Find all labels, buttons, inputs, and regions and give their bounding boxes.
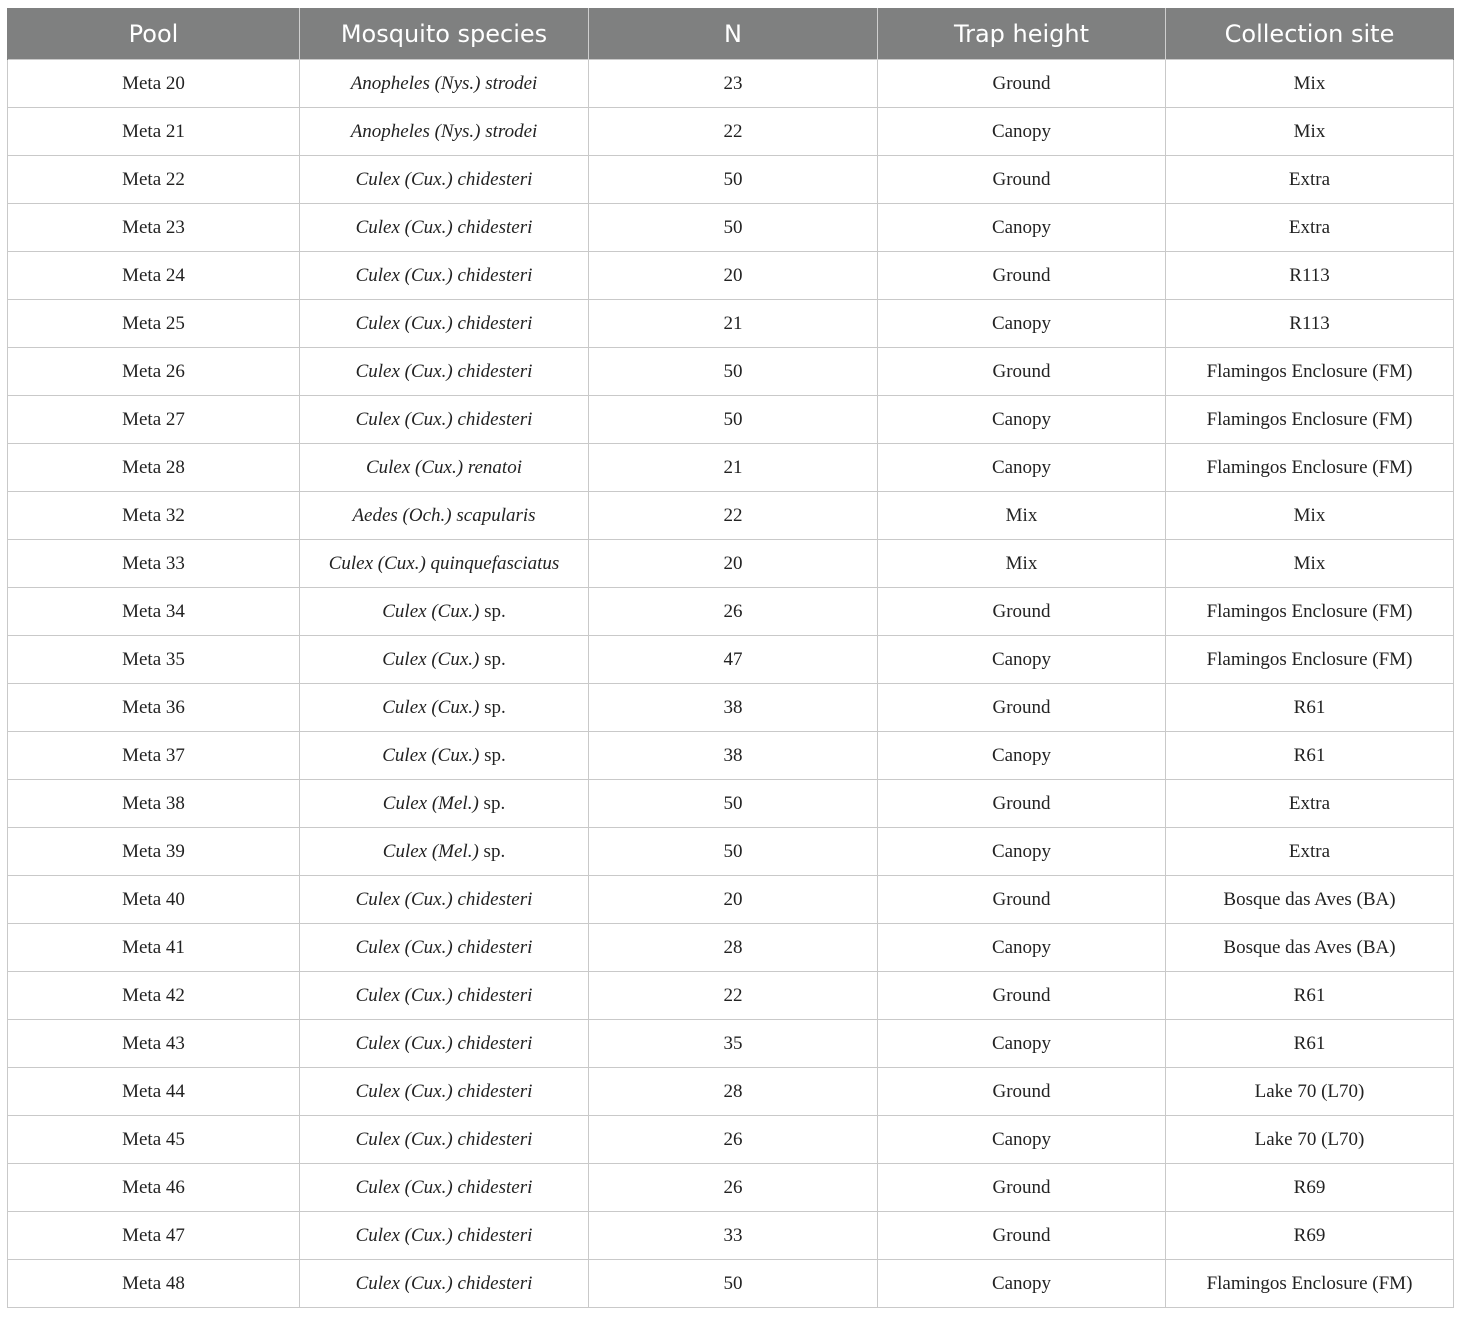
species-name-italic: Culex (Cux.) chidesteri xyxy=(355,1272,533,1294)
cell-mosquito-species xyxy=(300,1212,589,1260)
cell-trap-height: Mix xyxy=(878,492,1166,540)
cell-n: 22 xyxy=(589,492,878,540)
cell-mosquito-species xyxy=(300,636,589,684)
cell-collection-site: Bosque das Aves (BA) xyxy=(1166,924,1454,972)
cell-pool: Meta 34 xyxy=(8,588,300,636)
cell-collection-site: Flamingos Enclosure (FM) xyxy=(1166,396,1454,444)
cell-pool: Meta 43 xyxy=(8,1020,300,1068)
cell-n: 50 xyxy=(589,828,878,876)
cell-n: 22 xyxy=(589,108,878,156)
cell-collection-site: Extra xyxy=(1166,204,1454,252)
cell-trap-height: Canopy xyxy=(878,204,1166,252)
cell-collection-site: Flamingos Enclosure (FM) xyxy=(1166,444,1454,492)
table-row xyxy=(8,444,1454,492)
cell-mosquito-species xyxy=(300,252,589,300)
cell-mosquito-species xyxy=(300,108,589,156)
cell-mosquito-species xyxy=(300,732,589,780)
table-row xyxy=(8,252,1454,300)
header-trap-height: Trap height xyxy=(878,8,1166,60)
species-name-italic: Culex (Cux.) chidesteri xyxy=(355,1176,533,1198)
cell-n: 20 xyxy=(589,540,878,588)
cell-n: 50 xyxy=(589,348,878,396)
cell-collection-site: Extra xyxy=(1166,780,1454,828)
species-name-suffix: sp. xyxy=(479,648,506,670)
cell-pool: Meta 23 xyxy=(8,204,300,252)
cell-pool: Meta 28 xyxy=(8,444,300,492)
cell-n: 20 xyxy=(589,252,878,300)
species-name-italic: Culex (Cux.) xyxy=(382,648,480,670)
cell-mosquito-species xyxy=(300,204,589,252)
cell-trap-height: Ground xyxy=(878,684,1166,732)
cell-n: 50 xyxy=(589,156,878,204)
species-name-suffix: sp. xyxy=(479,744,506,766)
species-name-italic: Culex (Cux.) xyxy=(382,600,480,622)
cell-pool: Meta 21 xyxy=(8,108,300,156)
cell-pool: Meta 33 xyxy=(8,540,300,588)
cell-pool: Meta 41 xyxy=(8,924,300,972)
cell-mosquito-species xyxy=(300,924,589,972)
table-row xyxy=(8,732,1454,780)
cell-collection-site: Lake 70 (L70) xyxy=(1166,1116,1454,1164)
mosquito-pools-table xyxy=(7,8,1454,1308)
cell-mosquito-species xyxy=(300,1116,589,1164)
table-row xyxy=(8,348,1454,396)
table-row xyxy=(8,636,1454,684)
cell-mosquito-species xyxy=(300,780,589,828)
cell-n: 50 xyxy=(589,204,878,252)
cell-collection-site: R61 xyxy=(1166,1020,1454,1068)
cell-collection-site: Flamingos Enclosure (FM) xyxy=(1166,636,1454,684)
cell-trap-height: Canopy xyxy=(878,108,1166,156)
cell-pool: Meta 44 xyxy=(8,1068,300,1116)
cell-collection-site: Mix xyxy=(1166,60,1454,108)
cell-trap-height: Ground xyxy=(878,1212,1166,1260)
cell-n: 50 xyxy=(589,396,878,444)
cell-mosquito-species xyxy=(300,300,589,348)
cell-mosquito-species xyxy=(300,1260,589,1308)
species-name-italic: Culex (Cux.) chidesteri xyxy=(355,216,533,238)
cell-collection-site: Flamingos Enclosure (FM) xyxy=(1166,1260,1454,1308)
cell-trap-height: Canopy xyxy=(878,1116,1166,1164)
species-name-italic: Culex (Cux.) chidesteri xyxy=(355,264,533,286)
cell-pool: Meta 32 xyxy=(8,492,300,540)
species-name-italic: Culex (Cux.) chidesteri xyxy=(355,1128,533,1150)
cell-mosquito-species xyxy=(300,1164,589,1212)
table-row xyxy=(8,924,1454,972)
cell-mosquito-species xyxy=(300,444,589,492)
cell-n: 28 xyxy=(589,924,878,972)
cell-trap-height: Ground xyxy=(878,972,1166,1020)
species-name-italic: Culex (Cux.) chidesteri xyxy=(355,408,533,430)
species-name-italic: Culex (Cux.) chidesteri xyxy=(355,1224,533,1246)
table-row xyxy=(8,684,1454,732)
cell-n: 38 xyxy=(589,684,878,732)
table-body xyxy=(8,60,1454,1308)
table-row xyxy=(8,108,1454,156)
cell-trap-height: Ground xyxy=(878,60,1166,108)
cell-collection-site: Flamingos Enclosure (FM) xyxy=(1166,588,1454,636)
cell-collection-site: R69 xyxy=(1166,1212,1454,1260)
species-name-italic: Anopheles (Nys.) strodei xyxy=(350,120,538,142)
cell-trap-height: Ground xyxy=(878,348,1166,396)
cell-pool: Meta 45 xyxy=(8,1116,300,1164)
species-name-suffix: sp. xyxy=(479,600,506,622)
table-row xyxy=(8,60,1454,108)
cell-n: 38 xyxy=(589,732,878,780)
species-name-italic: Culex (Cux.) chidesteri xyxy=(355,936,533,958)
header-mosquito-species: Mosquito species xyxy=(300,8,589,60)
cell-n: 20 xyxy=(589,876,878,924)
cell-collection-site: Mix xyxy=(1166,492,1454,540)
cell-trap-height: Canopy xyxy=(878,444,1166,492)
cell-trap-height: Canopy xyxy=(878,300,1166,348)
cell-n: 26 xyxy=(589,588,878,636)
cell-n: 23 xyxy=(589,60,878,108)
table-row xyxy=(8,492,1454,540)
species-name-italic: Culex (Cux.) chidesteri xyxy=(355,1032,533,1054)
cell-pool: Meta 26 xyxy=(8,348,300,396)
header-n: N xyxy=(589,8,878,60)
cell-mosquito-species xyxy=(300,540,589,588)
cell-pool: Meta 22 xyxy=(8,156,300,204)
species-name-suffix: sp. xyxy=(478,840,506,862)
cell-collection-site: Mix xyxy=(1166,108,1454,156)
cell-n: 50 xyxy=(589,780,878,828)
table-row xyxy=(8,1020,1454,1068)
species-name-italic: Culex (Cux.) xyxy=(382,744,480,766)
cell-pool: Meta 27 xyxy=(8,396,300,444)
cell-trap-height: Canopy xyxy=(878,1260,1166,1308)
cell-n: 33 xyxy=(589,1212,878,1260)
table-row xyxy=(8,972,1454,1020)
table-row xyxy=(8,300,1454,348)
cell-n: 21 xyxy=(589,300,878,348)
species-name-suffix: sp. xyxy=(478,792,506,814)
table-row xyxy=(8,396,1454,444)
cell-pool: Meta 25 xyxy=(8,300,300,348)
cell-mosquito-species xyxy=(300,1068,589,1116)
header-pool: Pool xyxy=(8,8,300,60)
cell-n: 26 xyxy=(589,1116,878,1164)
table-row xyxy=(8,876,1454,924)
table-row xyxy=(8,204,1454,252)
cell-collection-site: R61 xyxy=(1166,684,1454,732)
cell-mosquito-species xyxy=(300,972,589,1020)
species-name-italic: Aedes (Och.) scapularis xyxy=(352,504,536,526)
cell-n: 22 xyxy=(589,972,878,1020)
cell-collection-site: Mix xyxy=(1166,540,1454,588)
cell-pool: Meta 42 xyxy=(8,972,300,1020)
cell-collection-site: R113 xyxy=(1166,300,1454,348)
cell-collection-site: R69 xyxy=(1166,1164,1454,1212)
cell-trap-height: Canopy xyxy=(878,732,1166,780)
cell-trap-height: Ground xyxy=(878,588,1166,636)
species-name-italic: Culex (Cux.) renatoi xyxy=(365,456,522,478)
cell-pool: Meta 37 xyxy=(8,732,300,780)
species-name-italic: Culex (Cux.) chidesteri xyxy=(355,984,533,1006)
species-name-italic: Culex (Cux.) chidesteri xyxy=(355,312,533,334)
species-name-italic: Culex (Cux.) chidesteri xyxy=(355,1080,533,1102)
cell-trap-height: Canopy xyxy=(878,636,1166,684)
cell-collection-site: R61 xyxy=(1166,732,1454,780)
table-row xyxy=(8,1260,1454,1308)
cell-mosquito-species xyxy=(300,828,589,876)
species-name-italic: Culex (Cux.) chidesteri xyxy=(355,888,533,910)
species-name-italic: Culex (Cux.) quinquefasciatus xyxy=(328,552,560,574)
cell-mosquito-species xyxy=(300,156,589,204)
cell-mosquito-species xyxy=(300,60,589,108)
table-row xyxy=(8,1068,1454,1116)
cell-trap-height: Canopy xyxy=(878,396,1166,444)
cell-mosquito-species xyxy=(300,684,589,732)
species-name-italic: Culex (Cux.) chidesteri xyxy=(355,168,533,190)
cell-n: 26 xyxy=(589,1164,878,1212)
cell-pool: Meta 35 xyxy=(8,636,300,684)
cell-collection-site: Bosque das Aves (BA) xyxy=(1166,876,1454,924)
cell-pool: Meta 36 xyxy=(8,684,300,732)
cell-collection-site: Extra xyxy=(1166,156,1454,204)
cell-pool: Meta 46 xyxy=(8,1164,300,1212)
cell-n: 50 xyxy=(589,1260,878,1308)
cell-pool: Meta 39 xyxy=(8,828,300,876)
table-row xyxy=(8,780,1454,828)
cell-pool: Meta 48 xyxy=(8,1260,300,1308)
cell-collection-site: R113 xyxy=(1166,252,1454,300)
cell-pool: Meta 24 xyxy=(8,252,300,300)
cell-n: 21 xyxy=(589,444,878,492)
cell-pool: Meta 40 xyxy=(8,876,300,924)
cell-pool: Meta 47 xyxy=(8,1212,300,1260)
species-name-suffix: sp. xyxy=(479,696,506,718)
cell-collection-site: R61 xyxy=(1166,972,1454,1020)
table-row xyxy=(8,1164,1454,1212)
cell-mosquito-species xyxy=(300,876,589,924)
cell-trap-height: Ground xyxy=(878,1164,1166,1212)
header-row xyxy=(8,8,1454,60)
table-row xyxy=(8,588,1454,636)
cell-trap-height: Canopy xyxy=(878,924,1166,972)
cell-trap-height: Canopy xyxy=(878,828,1166,876)
cell-trap-height: Mix xyxy=(878,540,1166,588)
cell-trap-height: Ground xyxy=(878,156,1166,204)
cell-trap-height: Ground xyxy=(878,780,1166,828)
cell-mosquito-species xyxy=(300,1020,589,1068)
cell-collection-site: Flamingos Enclosure (FM) xyxy=(1166,348,1454,396)
header-collection-site: Collection site xyxy=(1166,8,1454,60)
cell-n: 28 xyxy=(589,1068,878,1116)
cell-trap-height: Ground xyxy=(878,252,1166,300)
table-row xyxy=(8,828,1454,876)
cell-trap-height: Canopy xyxy=(878,1020,1166,1068)
species-name-italic: Culex (Cux.) xyxy=(382,696,480,718)
species-name-italic: Anopheles (Nys.) strodei xyxy=(350,72,538,94)
table-row xyxy=(8,540,1454,588)
cell-trap-height: Ground xyxy=(878,876,1166,924)
species-name-italic: Culex (Mel.) xyxy=(382,792,479,814)
cell-mosquito-species xyxy=(300,396,589,444)
species-name-italic: Culex (Mel.) xyxy=(382,840,479,862)
table-row xyxy=(8,1116,1454,1164)
species-name-italic: Culex (Cux.) chidesteri xyxy=(355,360,533,382)
cell-pool: Meta 38 xyxy=(8,780,300,828)
cell-collection-site: Lake 70 (L70) xyxy=(1166,1068,1454,1116)
cell-pool: Meta 20 xyxy=(8,60,300,108)
cell-n: 35 xyxy=(589,1020,878,1068)
table-row xyxy=(8,1212,1454,1260)
cell-n: 47 xyxy=(589,636,878,684)
table-row xyxy=(8,156,1454,204)
cell-collection-site: Extra xyxy=(1166,828,1454,876)
cell-mosquito-species xyxy=(300,492,589,540)
cell-mosquito-species xyxy=(300,348,589,396)
cell-trap-height: Ground xyxy=(878,1068,1166,1116)
cell-mosquito-species xyxy=(300,588,589,636)
